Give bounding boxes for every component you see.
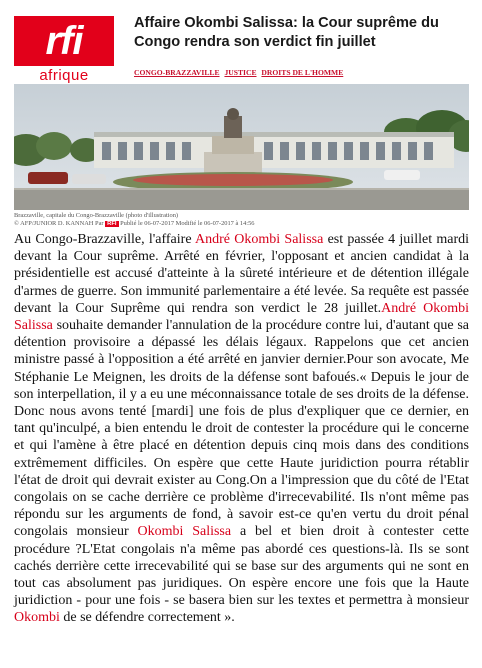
- photo-credit: © AFP/JUNIOR D. KANNAH Par: [14, 220, 104, 227]
- article-text: est passée 4 juillet mardi devant la Cour suprême. Arrêté en février, l'opposant et ancien candidat à la présidentielle est accusé d'atteinte à la sûreté intérieure et de détention illégale d'armes de guerre. Son immunité parlementaire a été levée. Sa requête est passée devant la Cour Suprême qui rendra son verdict le 28 juillet.: [14, 232, 469, 316]
- rfi-badge[interactable]: RFI: [107, 221, 117, 227]
- logo-subtitle: afrique: [39, 67, 89, 84]
- caption-text: Brazzaville, capitale du Congo-Brazzaville (photo d'illustration): [14, 212, 179, 219]
- photo-caption: [14, 212, 474, 228]
- article-body: [14, 231, 469, 627]
- article-text: a bel et bien droit à contester cette procédure ?L'Etat congolais n'a même pas abordé ces questions-là. Ils se sont cachés derrière cette irrecevabilité qui se base sur des arguments qui ne sont en tout cas absolument pas juridiques. On espère encore une fois que la Haute juridiction - pour une fois - se basera bien sur les textes et permettra à monsieur: [14, 524, 469, 609]
- person-link[interactable]: Okombi: [14, 610, 60, 626]
- tag-list: [134, 68, 346, 77]
- tag-justice[interactable]: JUSTICE: [224, 68, 257, 77]
- logo-brand-text: rfi: [45, 19, 83, 63]
- person-link[interactable]: Okombi Salissa: [137, 524, 232, 540]
- article-photo: [14, 84, 469, 210]
- brazzaville-square-image: [14, 84, 469, 210]
- person-link[interactable]: André Okombi Salissa: [14, 300, 469, 334]
- publish-dates: Publié le 06-07-2017 Modifié le 06-07-2017 à 14:56: [120, 220, 255, 227]
- rfi-afrique-logo[interactable]: [14, 16, 114, 84]
- article-headline: Affaire Okombi Salissa: la Cour suprême du Congo rendra son verdict fin juillet: [134, 15, 439, 50]
- caption-meta: [14, 220, 474, 228]
- article-text: souhaite demander l'annulation de la procédure contre lui, d'autant que sa détention provisoire a dépassé les délais légaux. Rappelons que cet ancien ministre passé à l'opposition a été arrêté en janvier dernier.Pour son avocate, Me Stéphanie Le Meignen, les droits de la défense sont bafoués.« Depuis le jour de son interpellation, il y a eu une méconnaissance totale de ses droits de la défense. Donc nous avons tenté [mardi] une fois de plus d'expliquer que ce dernier, en tant qu'inculpé, a bien entendu le droit de contester la procédure qui le concerne et qui l'amène à être placé en détention depuis cinq mois dans des conditions extrêmement difficiles. On espère que cette Haute juridiction pourra rétablir l'état de droit qui devrait exister au Cong.On a l'impression que du côté de l'Etat congolais on se cache derrière ce problème d'irrecevabilité. Ils n'ont même pas répondu sur les arguments de fond, à savoir est-ce qu'en vertu du droit pénal congolais monsieur: [14, 318, 469, 540]
- tag-congo-brazzaville[interactable]: CONGO-BRAZZAVILLE: [134, 68, 220, 77]
- tag-droits-de-l-homme[interactable]: DROITS DE L'HOMME: [261, 68, 344, 77]
- article-text: de se défendre correctement ».: [59, 610, 235, 626]
- person-link[interactable]: André Okombi Salissa: [195, 232, 324, 247]
- article-text: Au Congo-Brazzaville, l'affaire: [14, 232, 196, 247]
